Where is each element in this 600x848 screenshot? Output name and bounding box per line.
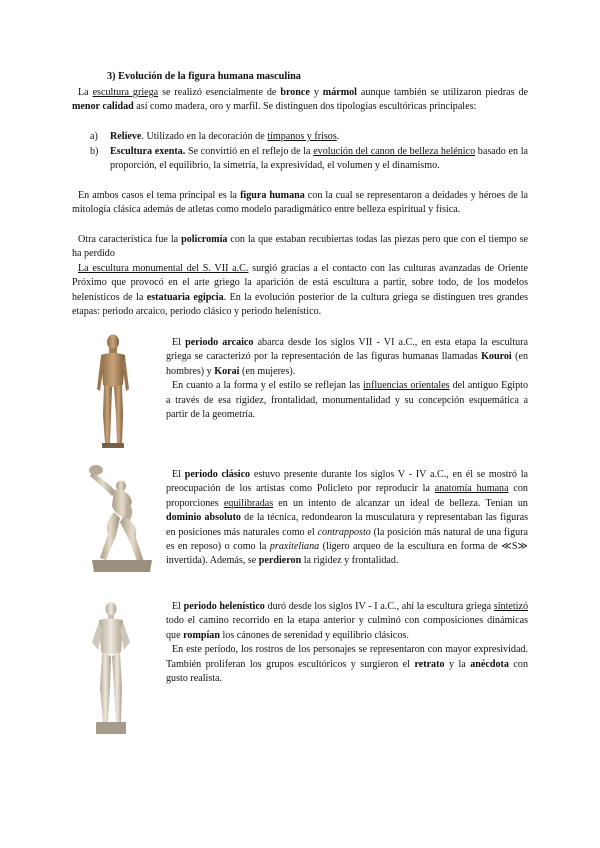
periodo-helenistico-text xyxy=(166,600,528,686)
bold-term: menor calidad xyxy=(72,101,134,113)
section-heading: 3) Evolución de la figura humana masculina xyxy=(107,71,301,82)
bold-term: bronce xyxy=(280,87,310,98)
discobolus-statue-image xyxy=(86,462,158,574)
list-marker: a) xyxy=(90,131,98,142)
helenistico-paragraph-2: En este período, los rostros de los personajes se representaron con mayor expresividad. También proliferan los grupos escultóricos y surgieron el retrato y la anécdota con gusto realista. xyxy=(166,644,528,685)
arcaico-paragraph-2: En cuanto a la forma y el estilo se reflejan las influencias orientales del antiguo Egipto a través de esa rigidez, frontalidad, monumentalidad y su concepción esquemática a partir de la geometría. xyxy=(166,380,528,421)
periodo-clasico-text: El periodo clásico estuvo presente durante los siglos V - IV a.C., en él se mostró la preocupación de los artistas como Policleto por reproducir la anatomía humana con proporciones equilibradas en un intento de alcanzar un ideal de belleza. Tenían un dominio absoluto de la técnica, redondearon la musculatura y representaban las figuras en posiciones más naturales como el contrapposto (la posición más natural de una figura es en reposo) o como la praxiteliana (ligero arqueo de la escultura en forma de ≪S≫ invertida). Además, se perdieron la rigidez y frontalidad. xyxy=(166,469,528,567)
bold-term: mármol xyxy=(322,87,357,98)
periodo-arcaico-text xyxy=(166,336,528,422)
list-marker: b) xyxy=(90,146,99,157)
list-item: a) Relieve. Utilizado en la decoración de tímpanos y frisos. xyxy=(90,130,528,144)
helenistico-paragraph-1: El periodo helenístico duró desde los siglos IV - I a.C., ahí la escultura griega sintetizó todo el camino recorrido en la etapa anterior y culminó con composiciones dinámicas que rompían los cánones de serenidad y equilibrio clásicos. xyxy=(166,601,528,641)
intro-paragraph: La escultura griega se realizó esencialmente de bronce y mármol aunque también se utilizaron piedras de menor calidad así como madera, oro y marfil. Se distinguen dos tipologías escultóricas principales: xyxy=(72,87,528,113)
kouros-statue-image xyxy=(92,333,134,453)
list-item: b) Escultura exenta. Se convirtió en el reflejo de la evolución del canon de belleza helénico basado en la proporción, el equilibrio, la simetría, la expresividad, el volumen y el dinamismo. xyxy=(90,146,528,172)
arcaico-paragraph-1: El periodo arcaico abarca desde los siglos VII - VI a.C., en esta etapa la escultura griega se caracterizó por la representación de las figuras humanas llamadas Kouroi (en hombres) y Korai (en mujeres). xyxy=(166,337,529,377)
underlined-term: escultura griega xyxy=(92,87,159,98)
paragraph-ambos-casos: En ambos casos el tema principal es la figura humana con la cual se representaron a deidades y héroes de la mitología clásica además de atletas como modelo paradigmático entre belleza espiritual y física. xyxy=(72,190,528,216)
paragraph-escultura-monumental: La escultura monumental del S. VII a.C. surgió gracias a el contacto con las culturas avanzadas de Oriente Próximo que provocó en el arte griego la aparición de está escultura a partir, sobre todo, de los modelos helenísticos de la estatuaria egipcia. En la evolución posterior de la cultura griega se distinguen tres grandes etapas: periodo arcaico, periodo clásico y periodo helenístico. xyxy=(72,263,528,318)
paragraph-policromia: Otra característica fue la policromía con la que estaban recubiertas todas las piezas pero que con el tiempo se ha perdido xyxy=(72,234,528,260)
apoxyomenos-statue-image xyxy=(86,600,136,740)
